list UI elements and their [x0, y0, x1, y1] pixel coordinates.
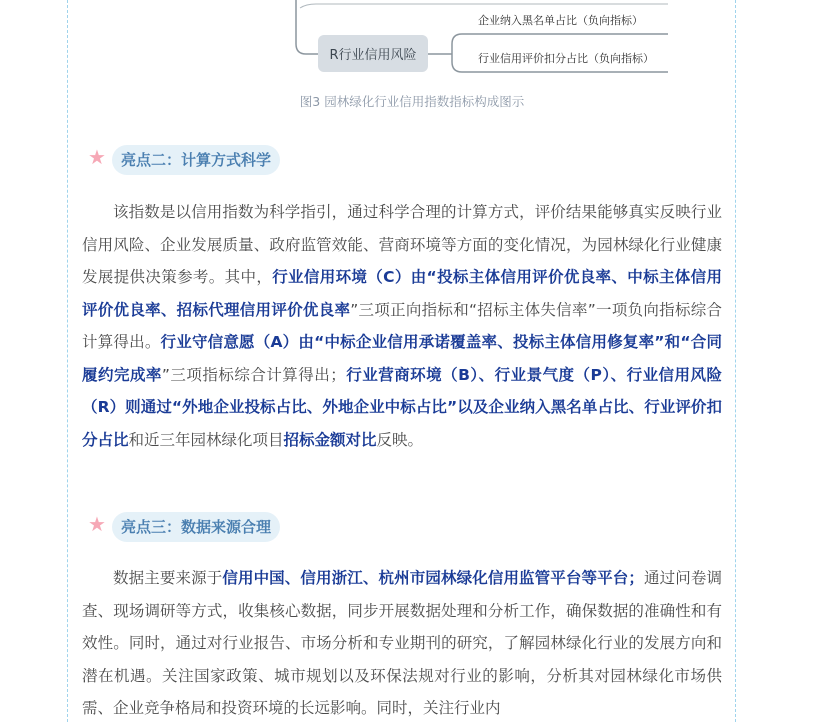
emphasis-run: 行业守信意愿（A）由“中标企业信用承诺覆盖率、投标主体信用修复率”和“合同履约完成率 — [82, 333, 722, 384]
node-industry-credit-risk: R行业信用风险 — [318, 35, 428, 72]
text-run: ”三项指标综合计算得出； — [161, 365, 346, 384]
paragraph-calculation — [82, 196, 722, 456]
star-icon: ★ — [88, 145, 106, 169]
heading-pill: 亮点三：数据来源合理 — [112, 512, 280, 542]
text-run: 和近三年园林绿化项目 — [128, 430, 284, 449]
indicator-mindmap — [0, 0, 824, 80]
emphasis-run: 招标金额对比 — [283, 430, 377, 449]
leaf-blacklist-ratio: 企业纳入黑名单占比（负向指标） — [478, 14, 643, 27]
emphasis-run: 行业信用环境（C）由“投标主体信用评价优良率、中标主体信用评价优良率、招标代理信用评价优良率 — [82, 268, 722, 319]
text-run: 数据主要来源于 — [113, 569, 223, 587]
emphasis-run: 行业营商环境（B）、行业景气度（P）、行业信用风险（R）则通过“外地企业投标占比、外地企业中标占比”以及企业纳入黑名单占比、行业评价扣分占比 — [82, 365, 722, 449]
heading-pill: 亮点二：计算方式科学 — [112, 145, 280, 175]
paragraph-data-sources — [82, 562, 722, 725]
star-icon: ★ — [88, 512, 106, 536]
emphasis-run: 信用中国、信用浙江、杭州市园林绿化信用监管平台等平台； — [222, 569, 644, 587]
leaf-deduction-ratio: 行业信用评价扣分占比（负向指标） — [478, 52, 654, 65]
text-run: ”三项正向指标和“招标主体失信率”一项负向指标综合计算得出。 — [82, 300, 722, 351]
text-run: 通过问卷调查、现场调研等方式，收集核心数据，同步开展数据处理和分析工作，确保数据的准确性和有效性。同时，通过对行业报告、市场分析和专业期刊的研究，了解园林绿化行业的发展方向和潜在机遇。关注国家政策、城市规划以及环保法规对行业的影响，分析其对园林绿化市场供需、企业竞争格局和投资环境的长远影响。同时，关注行业内 — [82, 569, 722, 717]
text-run: 该指数是以信用指数为科学指引，通过科学合理的计算方式，评价结果能够真实反映行业信用风险、企业发展质量、政府监管效能、营商环境等方面的变化情况，为园林绿化行业健康发展提供决策参考。其中， — [82, 203, 722, 286]
text-run: 反映。 — [376, 430, 424, 449]
figure-caption: 图3 园林绿化行业信用指数指标构成图示 — [299, 94, 525, 109]
